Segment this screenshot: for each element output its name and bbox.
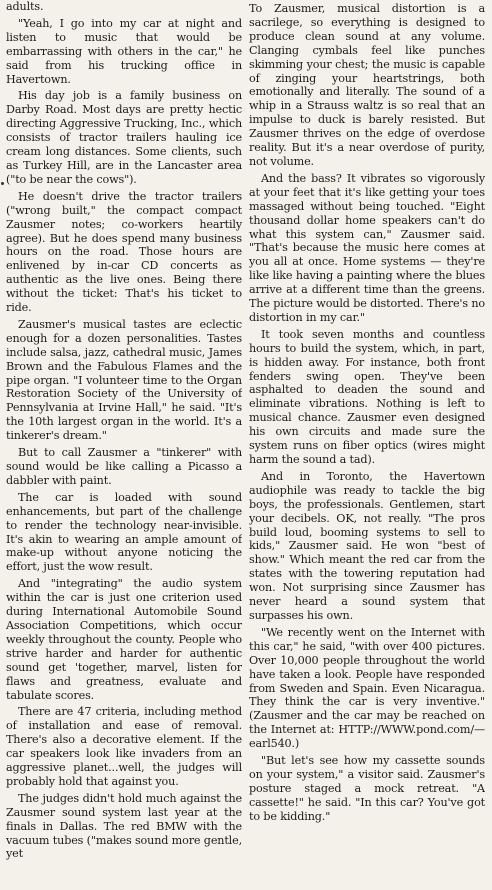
paragraph: To Zausmer, musical distortion is a sacrilege, so everything is designed to produce clean sound at any volume. Clanging cymbals feel like punches skimming your chest; the music is capable of zinging your heartstrings, both emotionally and literally. The sound of a whip in a Strauss waltz is so real that an impulse to duck is barely resisted. But Zausmer thrives on the edge of overdose reality. But it's a near overdose of purity, not volume. — [249, 2, 485, 168]
paragraph: Zausmer's musical tastes are eclectic enough for a dozen personalities. Tastes include salsa, jazz, cathedral music, James Brown and the Fabulous Flames and the pipe organ. "I volunteer time to the Organ Restoration Society of the University of Pennsylvania at Irvine Hall," he said. "It's the 10th largest organ in the world. It's a tinkerer's dream." — [6, 317, 242, 443]
paragraph: And "integrating" the audio system within the car is just one criterion used during International Automobile Sound Association Competitions, which occur weekly throughout the county. People who strive harder and harder for authentic sound get 'together, marvel, listen for flaws and greatness, evaluate and tabulate scores. — [6, 577, 242, 702]
margin-dot — [1, 182, 4, 185]
paragraph: "Yeah, I go into my car at night and listen to music that would be embarrassing with others in the car," he said from his trucking office in Havertown. — [6, 16, 242, 86]
paragraph: "We recently went on the Internet with this car," he said, "with over 400 pictures. Over 10,000 people throughout the world have taken a look. People have responded from Sweden and Spain. Even Nicaragua. They think the car is very inventive." (Zausmer and the car may be reached on the Internet at: HTTP://WWW.pond.com/—earl540.) — [249, 625, 485, 751]
paragraph: He doesn't drive the tractor trailers ("wrong built," the compact compact Zausmer notes; co-workers heartily agree). But he does spend many business hours on the road. Those hours are enlivened by in-car CD concerts as authentic as the live ones. Being there without the ticket: That's his ticket to ride. — [6, 189, 242, 315]
paragraph: His day job is a family business on Darby Road. Most days are pretty hectic directing Aggressive Trucking, Inc., which consists of tractor trailers hauling ice cream long distances. Some clients, such as Turkey Hill, are in the Lancaster area ("to be near the cows"). — [6, 89, 242, 186]
article-column-left — [6, 0, 242, 890]
paragraph: "But let's see how my cassette sounds on your system," a visitor said. Zausmer's posture staged a mock retreat. "A cassette!" he said. "In this car? You've got to be kidding." — [249, 754, 485, 823]
paragraph: But to call Zausmer a "tinkerer" with sound would be like calling a Picasso a dabbler with paint. — [6, 446, 242, 487]
paragraph: And in Toronto, the Havertown audiophile was ready to tackle the big boys, the professionals. Gentlemen, start your decibels. OK, not really. "The pros build loud, booming systems to sell to kids," Zausmer said. He won "best of show." Which meant the red car from the states with the towering reputation had won. Not surprising since Zausmer has never heard a sound system that surpasses his own. — [249, 469, 485, 622]
paragraph: The car is loaded with sound enhancements, but part of the challenge to render the technology near-invisible. It's akin to wearing an ample amount of make-up without anyone noticing the effort, just the wow result. — [6, 490, 242, 574]
paragraph: There are 47 criteria, including method of installation and ease of removal. There's also a decorative element. If the car speakers look like invaders from an aggressive planet...well, the judges will probably hold that against you. — [6, 705, 242, 788]
paragraph: And the bass? It vibrates so vigorously at your feet that it's like getting your toes massaged without being touched. "Eight thousand dollar home speakers can't do what this system can," Zausmer said. "That's because the music here comes at you all at once. Home systems — they're like like having a painting where the blues arrive at a different time than the greens. The picture would be distorted. There's no distortion in my car." — [249, 171, 485, 324]
paragraph: The judges didn't hold much against the Zausmer sound system last year at the finals in Dallas. The red BMW with the vacuum tubes ("makes sound more gentle, yet — [6, 791, 242, 861]
article-column-right — [249, 0, 485, 890]
paragraph: It took seven months and countless hours to build the system, which, in part, is hidden away. For instance, both front fenders swing open. They've been asphalted to deaden the sound and eliminate vibrations. Nothing is left to musical chance. Zausmer even designed his own circuits and made sure the system runs on fiber optics (wires might harm the sound a tad). — [249, 327, 485, 466]
paragraph: adults. — [6, 0, 44, 13]
